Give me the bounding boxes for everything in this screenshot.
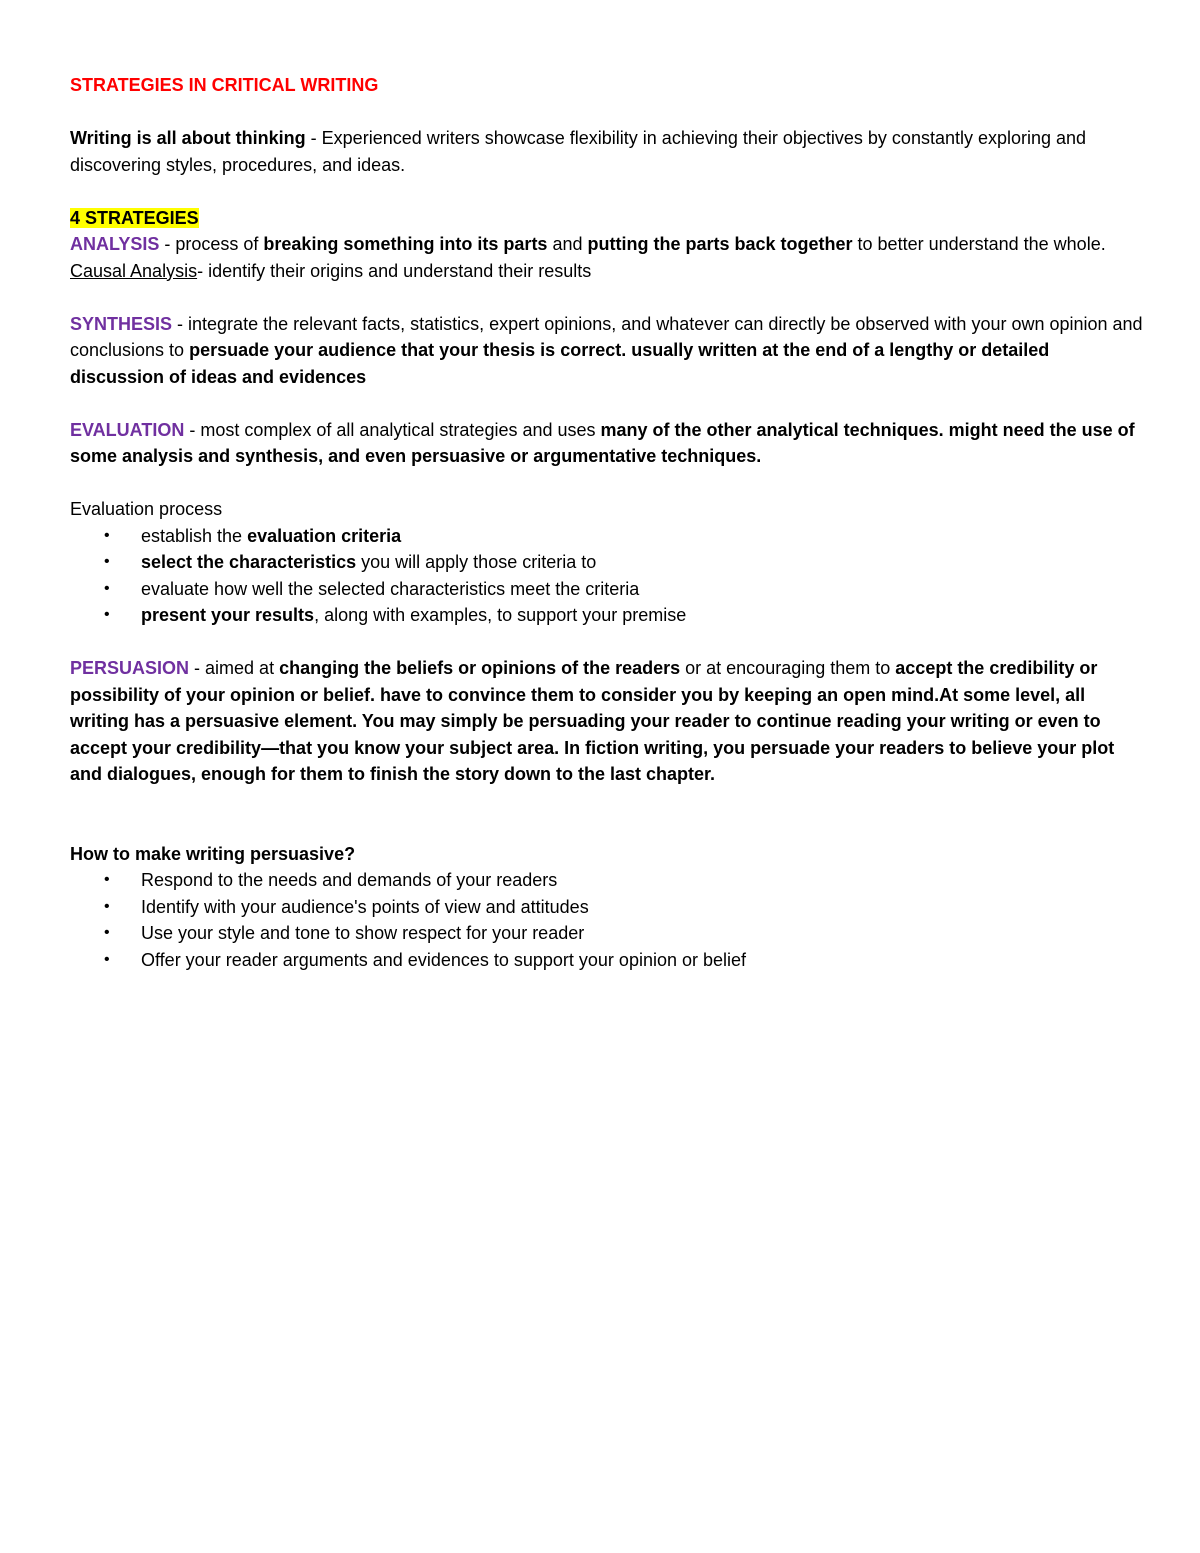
document-title: [70, 72, 1145, 99]
evaluation-t1: - most complex of all analytical strategies and uses: [184, 419, 601, 440]
analysis-b2: putting the parts back together: [587, 234, 853, 254]
analysis-t3: to better understand the whole.: [852, 234, 1106, 254]
strategies-heading: [70, 205, 1145, 232]
bullet-icon: •: [104, 579, 110, 597]
bullet-icon: •: [104, 871, 110, 888]
evaluation-b1: many of the other analytical techniques. might need the use of some analysis and synthesis, and even persuasive or argumentative techniques.: [70, 419, 1135, 466]
synthesis-term: SYNTHESIS: [70, 313, 173, 334]
persuasion-paragraph: [70, 655, 1145, 788]
list-item: • evaluate how well the selected characteristics meet the criteria: [70, 576, 1145, 603]
causal-analysis-term: Causal Analysis: [70, 260, 198, 281]
bullet-icon: •: [104, 897, 110, 915]
document-page: [70, 72, 1145, 973]
analysis-t4: - identify their origins and understand their results: [197, 260, 592, 281]
list-item: • establish the evaluation criteria: [70, 523, 1145, 550]
analysis-b1: breaking something into its parts: [263, 234, 548, 254]
bullet-icon: •: [104, 553, 110, 570]
bullet-icon: •: [104, 606, 110, 623]
list-item: • select the characteristics you will apply those criteria to: [70, 549, 1145, 576]
intro-paragraph: [70, 125, 1145, 178]
list-item: • Offer your reader arguments and evidences to support your opinion or belief: [70, 947, 1145, 974]
analysis-term: ANALYSIS: [70, 234, 160, 254]
persuasive-howto-heading: How to make writing persuasive?: [70, 843, 356, 864]
synthesis-paragraph: [70, 311, 1145, 391]
persuasion-t1: - aimed at: [189, 658, 280, 678]
strategies-heading-text: 4 STRATEGIES: [70, 207, 199, 228]
bullet-icon: •: [104, 950, 110, 968]
analysis-t1: - process of: [159, 234, 264, 254]
synthesis-b1: persuade your audience that your thesis is correct. usually written at the end of a lengthy or detailed discussion of ideas and evidences: [70, 340, 1050, 387]
list-item: • Identify with your audience's points of view and attitudes: [70, 894, 1145, 921]
persuasion-t2: or at encouraging them to: [680, 658, 896, 678]
persuasion-b1: changing the beliefs or opinions of the readers: [279, 658, 681, 678]
evaluation-term: EVALUATION: [70, 419, 185, 440]
analysis-paragraph: [70, 231, 1145, 284]
bullet-icon: •: [104, 924, 110, 941]
list-item: • Respond to the needs and demands of your readers: [70, 867, 1145, 894]
bullet-icon: •: [104, 526, 110, 544]
persuasion-term: PERSUASION: [70, 658, 190, 678]
evaluation-process-list: [70, 523, 1145, 629]
title-text: STRATEGIES IN CRITICAL WRITING: [70, 75, 379, 95]
persuasive-howto-list: [70, 867, 1145, 973]
analysis-t2: and: [547, 234, 588, 254]
synthesis-t1: - integrate the relevant facts, statistics, expert opinions, and whatever can directly be observed with your own opinion and conclusions to: [70, 313, 1143, 360]
intro-text: - Experienced writers showcase flexibility in achieving their objectives by constantly exploring and discovering styles, procedures, and ideas.: [70, 128, 1087, 175]
intro-lead: Writing is all about thinking: [70, 128, 306, 148]
list-item: • Use your style and tone to show respect for your reader: [70, 920, 1145, 947]
list-item: • present your results, along with examples, to support your premise: [70, 602, 1145, 629]
persuasion-b2: accept the credibility or possibility of your opinion or belief. have to convince them to consider you by keeping an open mind.At some level, all writing has a persuasive element. You may simply be persuading your reader to continue reading your writing or even to accept your credibility—that you know your subject area. In fiction writing, you persuade your readers to believe your plot and dialogues, enough for them to finish the story down to the last chapter.: [70, 658, 1115, 784]
evaluation-process-heading: Evaluation process: [70, 499, 223, 519]
evaluation-paragraph: [70, 417, 1145, 470]
